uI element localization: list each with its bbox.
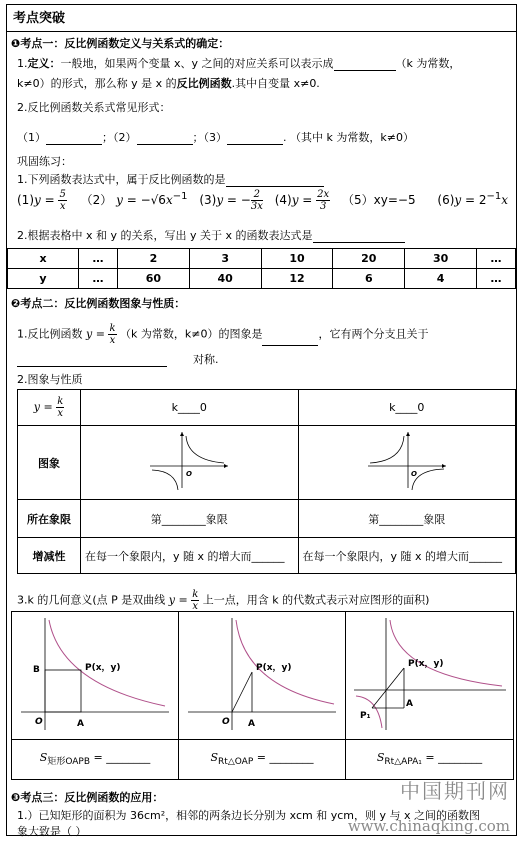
kp3-q1: 1.）已知矩形的面积为 36cm²，相邻的两条边长分别为 xcm 和 ycm，则 y 与 x 之间的函数图 [17,809,481,822]
k-negative-header: k____0 [298,390,516,426]
q1-b: （k 为常数，k≠0）的图象是 [120,327,263,341]
label-A: A [77,719,84,729]
page-title: 考点突破 [13,11,66,26]
triangle-area-figure [182,614,342,734]
q3-b: 上一点，用含 k 的代数式表示对应图形的面积) [202,593,430,607]
prop-row-quadrant [18,500,516,538]
def-prefix: 1. [17,57,28,70]
q2-text: 2.根据表格中 x 和 y 的关系，写出 y 关于 x 的函数表达式是 [17,229,313,242]
area-sub: 矩形OAPB [47,757,90,768]
option-num: （5） [342,193,374,207]
option-3: (3)y = − $\frac{2}{3x}$ [199,189,263,212]
svg-text:O: O [186,470,193,478]
q1-text: 1.下列函数表达式中，属于反比例函数的是 [17,173,226,186]
area-tri-cell: $S_{Rt\triangle OAP}$ = ________ [179,740,346,780]
forms-3: ；（3） [192,131,227,144]
def-label: 定义： [27,57,61,70]
option-num: (4) [274,193,292,207]
table-cell: … [79,249,118,269]
area-tri2-cell: $S_{Rt\triangle APA_1}$ = ________ [346,740,514,780]
forms-2: ；（2） [102,131,137,144]
table-cell: 10 [261,249,333,269]
table-cell: 40 [189,269,261,289]
blank [334,70,396,71]
monotonic-k-negative: 在每一个象限内，y 随 x 的增大而______ [298,538,516,574]
blank [227,144,283,145]
label-P: P(x，y) [85,663,121,673]
option-num: (3) [199,193,217,207]
label-A: A [405,699,413,709]
prop-row-graph [18,426,516,500]
label-P: P(x，y) [407,659,443,669]
prop-row-monotonic [18,538,516,574]
table-cell: y [8,269,79,289]
prop-row-header [18,390,516,426]
graph-k-negative [298,426,516,500]
practice-q2 [17,227,405,243]
section-3-heading: ❸考点三：反比例函数的应用： [11,791,164,804]
kp2-q1: 1.反比例函数 y = $\frac{k}{x}$ （k 为常数，k≠0）的图象是 ，它有两个分支且关于 [17,323,429,346]
q3-a: 3.k 的几何意义(点 P 是双曲线 [17,593,166,607]
area-sub: Rt△APA₁ [384,757,422,768]
label-B: B [33,665,40,675]
option-6: $(6)y = 2^{-1}x$ [437,191,509,207]
table-cell: x [8,249,79,269]
option-num: (6) [437,193,455,207]
q1-d: 对称. [193,353,219,366]
graph-k-positive [81,426,299,500]
table-cell: 3 [189,249,261,269]
forms-title: 2.反比例函数关系式常见形式： [17,101,171,114]
def-bold: 反比例函数 [176,77,232,90]
svg-text:O: O [410,470,417,478]
kp3-q1b: 象大致是（ ） [17,825,87,838]
table-cell: 6 [333,269,405,289]
figure-rectangle [12,612,179,740]
section-2-heading: ❷考点二：反比例函数图象与性质： [11,297,186,310]
option-2: （2） $y = -√6x^{-1}$ [80,191,188,207]
blank [262,345,318,346]
table-cell: … [79,269,118,289]
graph-label: 图象 [18,426,81,500]
function-options [17,189,508,212]
table-cell: 4 [405,269,477,289]
def-text-2: （k 为常数， [395,57,461,70]
hyperbola-q2q4-icon [364,430,450,492]
worksheet-page [6,4,517,836]
k-positive-header: k____0 [81,390,299,426]
blank [137,144,193,145]
table-cell: … [477,269,516,289]
def-text-4: .其中自变量 x≠0. [231,77,320,90]
blank [17,366,167,367]
label-A: A [248,719,255,729]
practice-q1 [17,171,324,187]
option-num: （2） [80,193,113,207]
quadrant-k-positive: 第________象限 [81,500,299,538]
kp2-q3: 3.k 的几何意义(点 P 是双曲线 y = $\frac{k}{x}$ 上一点，用含 k 的代数式表示对应图形的面积) [17,589,430,612]
monotonic-k-positive: 在每一个象限内，y 随 x 的增大而______ [81,538,299,574]
def-text-1: 一般地，如果两个变量 x、y 之间的对应关系可以表示成 [60,57,334,70]
watermark-cn: 中国期刊网 [400,779,510,803]
forms-1: （1） [17,131,46,144]
definition-line-1 [17,55,460,71]
xy-table [7,248,516,289]
q1-c: ，它有两个分支且关于 [318,327,429,341]
blank [226,186,324,187]
q1-a: 1.反比例函数 [17,327,83,341]
label-O: O [35,717,43,727]
definition-line-2 [17,75,320,91]
watermark-url: www.chinaqking.com [347,817,510,835]
option-1: (1)y = $\frac{5}{x}$ [17,189,66,212]
table-cell: 20 [333,249,405,269]
table-cell: 60 [118,269,190,289]
area-sub: Rt△OAP [218,757,254,768]
table-cell: 2 [118,249,190,269]
properties-table [17,389,516,574]
triangle-apa1-figure [350,614,510,734]
hyperbola-q1q3-icon [146,430,232,492]
blank [313,242,405,243]
forms-note: . （其中 k 为常数，k≠0） [283,131,414,144]
table-cell: 30 [405,249,477,269]
label-P: P(x，y) [256,663,292,673]
formula-cell: y = $\frac{k}{x}$ [18,390,81,426]
practice-label: 巩固练习： [17,155,72,168]
option-4: (4)y = $\frac{2x}{3}$ [274,189,330,212]
table-row-y [8,269,516,289]
k-geometry-table [11,611,514,780]
section-1-heading: ❶考点一：反比例函数定义与关系式的确定： [11,37,230,50]
quadrant-k-negative: 第________象限 [298,500,516,538]
table-cell: 12 [261,269,333,289]
kp2-q1-cont [17,351,219,367]
forms-line [17,129,414,145]
def-text-3: k≠0）的形式，那么称 y 是 x 的 [17,77,177,90]
table-row-x [8,249,516,269]
option-num: (1) [17,193,34,207]
figure-triangle [179,612,346,740]
rectangle-area-figure [15,614,175,734]
quadrant-label: 所在象限 [18,500,81,538]
kp2-q2: 2.图象与性质 [17,373,83,386]
table-cell: … [477,249,516,269]
geometry-figures-row [12,612,514,740]
blank [46,144,102,145]
option-5: （5）xy=−5 [342,193,416,207]
label-P1: P₁ [359,711,371,721]
page-header [7,5,516,32]
figure-triangle-2 [346,612,514,740]
label-O: O [222,717,230,727]
geometry-area-row [12,740,514,780]
area-rect-cell: $S_{矩形OAPB}$ = ________ [12,740,179,780]
monotonic-label: 增减性 [18,538,81,574]
